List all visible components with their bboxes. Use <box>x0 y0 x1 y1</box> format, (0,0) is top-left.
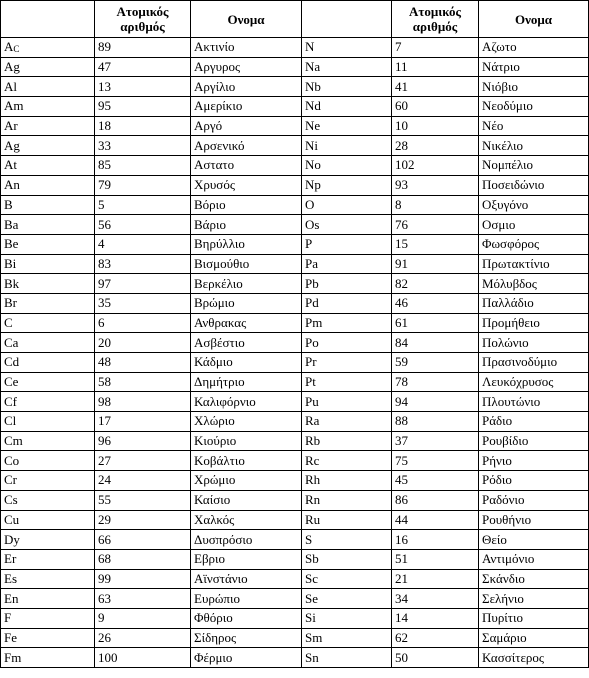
atomic-number-cell: 63 <box>95 589 191 609</box>
atomic-number-cell-2: 84 <box>392 333 479 353</box>
symbol-text: A <box>4 39 14 55</box>
symbol-cell-2: O <box>302 195 392 215</box>
table-row <box>1 510 589 530</box>
atomic-number-cell-2: 62 <box>392 628 479 648</box>
name-cell: Κιούριο <box>191 431 302 451</box>
name-cell-2: Ραδόνιο <box>479 490 589 510</box>
name-cell-2: Ρήνιο <box>479 451 589 471</box>
name-cell-2: Πολώνιο <box>479 333 589 353</box>
name-cell-2: Πρασινοδύμιο <box>479 353 589 373</box>
symbol-cell: Cs <box>1 490 95 510</box>
atomic-number-cell: 89 <box>95 38 191 58</box>
atomic-number-cell: 33 <box>95 136 191 156</box>
symbol-cell-2: Sm <box>302 628 392 648</box>
symbol-cell-2: Ru <box>302 510 392 530</box>
name-cell: Βάριο <box>191 215 302 235</box>
symbol-cell: Am <box>1 97 95 117</box>
name-cell-2: Νάτριο <box>479 57 589 77</box>
atomic-number-cell-2: 51 <box>392 549 479 569</box>
symbol-cell-2: Pm <box>302 313 392 333</box>
name-cell: Αργυρος <box>191 57 302 77</box>
atomic-number-cell-2: 60 <box>392 97 479 117</box>
table-row <box>1 38 589 58</box>
table-row <box>1 274 589 294</box>
atomic-number-cell: 55 <box>95 490 191 510</box>
table-row <box>1 77 589 97</box>
atomic-number-cell-2: 59 <box>392 353 479 373</box>
atomic-number-cell: 99 <box>95 569 191 589</box>
symbol-cell: Cr <box>1 471 95 491</box>
atomic-number-cell-2: 16 <box>392 530 479 550</box>
symbol-cell-2: Po <box>302 333 392 353</box>
symbol-cell: Er <box>1 549 95 569</box>
name-cell: Εβριο <box>191 549 302 569</box>
atomic-number-cell: 9 <box>95 608 191 628</box>
atomic-number-cell: 98 <box>95 392 191 412</box>
name-cell: Δημήτριο <box>191 372 302 392</box>
name-cell-2: Προμήθειο <box>479 313 589 333</box>
symbol-cell-2: Ni <box>302 136 392 156</box>
table-row <box>1 569 589 589</box>
atomic-number-cell-2: 15 <box>392 234 479 254</box>
symbol-cell: Es <box>1 569 95 589</box>
name-cell-2: Σελήνιο <box>479 589 589 609</box>
header-symbol <box>1 1 95 38</box>
atomic-number-cell-2: 76 <box>392 215 479 235</box>
atomic-number-cell: 6 <box>95 313 191 333</box>
symbol-cell-2: Sc <box>302 569 392 589</box>
table-row <box>1 195 589 215</box>
table-row <box>1 392 589 412</box>
name-cell-2: Λευκόχρυσος <box>479 372 589 392</box>
table-row <box>1 451 589 471</box>
name-cell: Ευρώπιο <box>191 589 302 609</box>
symbol-cell-2: No <box>302 156 392 176</box>
symbol-cell <box>1 38 95 58</box>
name-cell: Αστατο <box>191 156 302 176</box>
table-row <box>1 549 589 569</box>
table-row <box>1 156 589 176</box>
atomic-number-cell: 17 <box>95 412 191 432</box>
table-row <box>1 530 589 550</box>
symbol-cell: F <box>1 608 95 628</box>
symbol-cell-2: Rc <box>302 451 392 471</box>
symbol-cell-2: Na <box>302 57 392 77</box>
atomic-number-cell-2: 91 <box>392 254 479 274</box>
symbol-cell-2: Se <box>302 589 392 609</box>
atomic-number-cell-2: 28 <box>392 136 479 156</box>
symbol-cell: Ar <box>1 116 95 136</box>
name-cell: Βερκέλιο <box>191 274 302 294</box>
name-cell-2: Πυρίτιο <box>479 608 589 628</box>
symbol-cell-2: P <box>302 234 392 254</box>
atomic-number-cell: 83 <box>95 254 191 274</box>
symbol-cell: En <box>1 589 95 609</box>
symbol-cell: Fm <box>1 648 95 668</box>
name-cell: Δυσπρόσιο <box>191 530 302 550</box>
name-cell-2: Νομπέλιο <box>479 156 589 176</box>
symbol-cell: At <box>1 156 95 176</box>
atomic-number-cell-2: 50 <box>392 648 479 668</box>
table-row <box>1 234 589 254</box>
name-cell-2: Νιόβιο <box>479 77 589 97</box>
symbol-cell-2: S <box>302 530 392 550</box>
name-cell: Αρσενικό <box>191 136 302 156</box>
name-cell: Ανθρακας <box>191 313 302 333</box>
atomic-number-cell-2: 7 <box>392 38 479 58</box>
table-row <box>1 136 589 156</box>
symbol-cell-2: Pb <box>302 274 392 294</box>
atomic-number-cell-2: 78 <box>392 372 479 392</box>
name-cell: Αργό <box>191 116 302 136</box>
name-cell-2: Κασσίτερος <box>479 648 589 668</box>
name-cell: Φέρμιο <box>191 648 302 668</box>
name-cell-2: Νέο <box>479 116 589 136</box>
atomic-number-cell: 96 <box>95 431 191 451</box>
symbol-cell: Fe <box>1 628 95 648</box>
table-row <box>1 490 589 510</box>
table-row <box>1 608 589 628</box>
name-cell-2: Νεοδύμιο <box>479 97 589 117</box>
name-cell: Σίδηρος <box>191 628 302 648</box>
atomic-number-cell: 79 <box>95 175 191 195</box>
name-cell-2: Αζωτο <box>479 38 589 58</box>
table-row <box>1 175 589 195</box>
name-cell-2: Πλουτώνιο <box>479 392 589 412</box>
name-cell: Ασβέστιο <box>191 333 302 353</box>
atomic-number-cell-2: 10 <box>392 116 479 136</box>
header-row <box>1 1 589 38</box>
atomic-number-cell-2: 34 <box>392 589 479 609</box>
name-cell-2: Ράδιο <box>479 412 589 432</box>
symbol-cell-2: Ne <box>302 116 392 136</box>
name-cell-2: Ποσειδώνιο <box>479 175 589 195</box>
symbol-cell-2: Np <box>302 175 392 195</box>
atomic-number-cell: 47 <box>95 57 191 77</box>
symbol-cell-2: Nd <box>302 97 392 117</box>
symbol-cell: Ag <box>1 136 95 156</box>
atomic-number-cell: 20 <box>95 333 191 353</box>
table-row <box>1 648 589 668</box>
symbol-cell-2: Os <box>302 215 392 235</box>
atomic-number-cell-2: 93 <box>392 175 479 195</box>
name-cell: Αργίλιο <box>191 77 302 97</box>
atomic-number-cell: 26 <box>95 628 191 648</box>
symbol-cell: Bi <box>1 254 95 274</box>
symbol-cell: Co <box>1 451 95 471</box>
name-cell: Χρυσός <box>191 175 302 195</box>
symbol-cell: Cd <box>1 353 95 373</box>
atomic-number-cell-2: 8 <box>392 195 479 215</box>
symbol-cell: Ba <box>1 215 95 235</box>
atomic-number-cell: 56 <box>95 215 191 235</box>
symbol-cell-2: Pa <box>302 254 392 274</box>
header-name: Ονομα <box>191 1 302 38</box>
atomic-number-cell: 48 <box>95 353 191 373</box>
atomic-number-cell-2: 11 <box>392 57 479 77</box>
name-cell-2: Σκάνδιο <box>479 569 589 589</box>
atomic-number-cell-2: 102 <box>392 156 479 176</box>
name-cell: Χλώριο <box>191 412 302 432</box>
atomic-number-cell: 68 <box>95 549 191 569</box>
name-cell: Κάδμιο <box>191 353 302 373</box>
symbol-cell-2: N <box>302 38 392 58</box>
atomic-number-cell-2: 94 <box>392 392 479 412</box>
symbol-cell: Br <box>1 293 95 313</box>
name-cell: Βηρύλλιο <box>191 234 302 254</box>
name-cell-2: Νικέλιο <box>479 136 589 156</box>
table-row <box>1 97 589 117</box>
symbol-cell: Bk <box>1 274 95 294</box>
header-atomic-number: Ατομικός αριθμός <box>95 1 191 38</box>
atomic-number-cell-2: 82 <box>392 274 479 294</box>
name-cell-2: Φωσφόρος <box>479 234 589 254</box>
symbol-cell: B <box>1 195 95 215</box>
symbol-cell: Cu <box>1 510 95 530</box>
symbol-cell: Ag <box>1 57 95 77</box>
header-atomic-number-2: Ατομικός αριθμός <box>392 1 479 38</box>
name-cell: Χαλκός <box>191 510 302 530</box>
symbol-cell: Ce <box>1 372 95 392</box>
atomic-number-cell-2: 86 <box>392 490 479 510</box>
atomic-number-cell: 13 <box>95 77 191 97</box>
table-row <box>1 412 589 432</box>
table-row <box>1 116 589 136</box>
name-cell-2: Οσμιο <box>479 215 589 235</box>
symbol-cell-2: Rb <box>302 431 392 451</box>
atomic-number-cell: 24 <box>95 471 191 491</box>
atomic-number-cell: 100 <box>95 648 191 668</box>
name-cell: Καλιφόρνιο <box>191 392 302 412</box>
name-cell: Καίσιο <box>191 490 302 510</box>
symbol-cell-2: Sb <box>302 549 392 569</box>
atomic-number-cell-2: 61 <box>392 313 479 333</box>
atomic-number-cell-2: 37 <box>392 431 479 451</box>
symbol-cell: Cl <box>1 412 95 432</box>
table-row <box>1 431 589 451</box>
name-cell: Φθόριο <box>191 608 302 628</box>
symbol-cell-2: Rh <box>302 471 392 491</box>
name-cell-2: Παλλάδιο <box>479 293 589 313</box>
symbol-cell: Al <box>1 77 95 97</box>
atomic-number-cell: 4 <box>95 234 191 254</box>
atomic-number-cell: 58 <box>95 372 191 392</box>
symbol-cell-2: Sn <box>302 648 392 668</box>
name-cell: Κοβάλτιο <box>191 451 302 471</box>
table-row <box>1 589 589 609</box>
name-cell-2: Ρουθήνιο <box>479 510 589 530</box>
name-cell: Χρώμιο <box>191 471 302 491</box>
table-row <box>1 471 589 491</box>
atomic-number-cell: 35 <box>95 293 191 313</box>
atomic-number-cell: 5 <box>95 195 191 215</box>
name-cell-2: Μόλυβδος <box>479 274 589 294</box>
table-row <box>1 57 589 77</box>
name-cell: Αϊνστάνιο <box>191 569 302 589</box>
atomic-number-cell: 29 <box>95 510 191 530</box>
atomic-number-cell: 27 <box>95 451 191 471</box>
table-row <box>1 254 589 274</box>
atomic-number-cell-2: 44 <box>392 510 479 530</box>
table-row <box>1 215 589 235</box>
table-row <box>1 353 589 373</box>
symbol-cell-2: Pr <box>302 353 392 373</box>
atomic-number-cell-2: 75 <box>392 451 479 471</box>
atomic-number-cell-2: 88 <box>392 412 479 432</box>
name-cell-2: Θείο <box>479 530 589 550</box>
atomic-number-cell-2: 14 <box>392 608 479 628</box>
symbol-cell-2: Nb <box>302 77 392 97</box>
name-cell-2: Πρωτακτίνιο <box>479 254 589 274</box>
name-cell-2: Σαμάριο <box>479 628 589 648</box>
table-row <box>1 293 589 313</box>
atomic-number-cell: 18 <box>95 116 191 136</box>
table-row <box>1 372 589 392</box>
atomic-number-cell-2: 21 <box>392 569 479 589</box>
table-row <box>1 313 589 333</box>
atomic-number-cell: 95 <box>95 97 191 117</box>
name-cell: Ακτινίο <box>191 38 302 58</box>
atomic-number-cell-2: 45 <box>392 471 479 491</box>
header-name-2: Ονομα <box>479 1 589 38</box>
symbol-cell-2: Pu <box>302 392 392 412</box>
name-cell-2: Οξυγόνο <box>479 195 589 215</box>
atomic-number-cell-2: 46 <box>392 293 479 313</box>
name-cell-2: Ρουβίδιο <box>479 431 589 451</box>
symbol-cell-2: Rn <box>302 490 392 510</box>
symbol-cell: Cm <box>1 431 95 451</box>
symbol-cell-2: Si <box>302 608 392 628</box>
name-cell: Βόριο <box>191 195 302 215</box>
atomic-number-cell-2: 41 <box>392 77 479 97</box>
symbol-cell: Ca <box>1 333 95 353</box>
symbol-cell: Dy <box>1 530 95 550</box>
table-row <box>1 628 589 648</box>
name-cell-2: Αντιμόνιο <box>479 549 589 569</box>
name-cell: Βισμούθιο <box>191 254 302 274</box>
symbol-cell-2: Pt <box>302 372 392 392</box>
symbol-cell-2: Pd <box>302 293 392 313</box>
symbol-cell: Cf <box>1 392 95 412</box>
name-cell-2: Ρόδιο <box>479 471 589 491</box>
table-body <box>1 38 589 668</box>
name-cell: Αμερίκιο <box>191 97 302 117</box>
atomic-number-cell: 66 <box>95 530 191 550</box>
table-row <box>1 333 589 353</box>
symbol-cell: C <box>1 313 95 333</box>
symbol-cell: Be <box>1 234 95 254</box>
header-symbol-2 <box>302 1 392 38</box>
atomic-number-cell: 97 <box>95 274 191 294</box>
symbol-cell-2: Ra <box>302 412 392 432</box>
name-cell: Βρώμιο <box>191 293 302 313</box>
symbol-cell: An <box>1 175 95 195</box>
atomic-number-cell: 85 <box>95 156 191 176</box>
symbol-subscript: C <box>13 44 20 55</box>
